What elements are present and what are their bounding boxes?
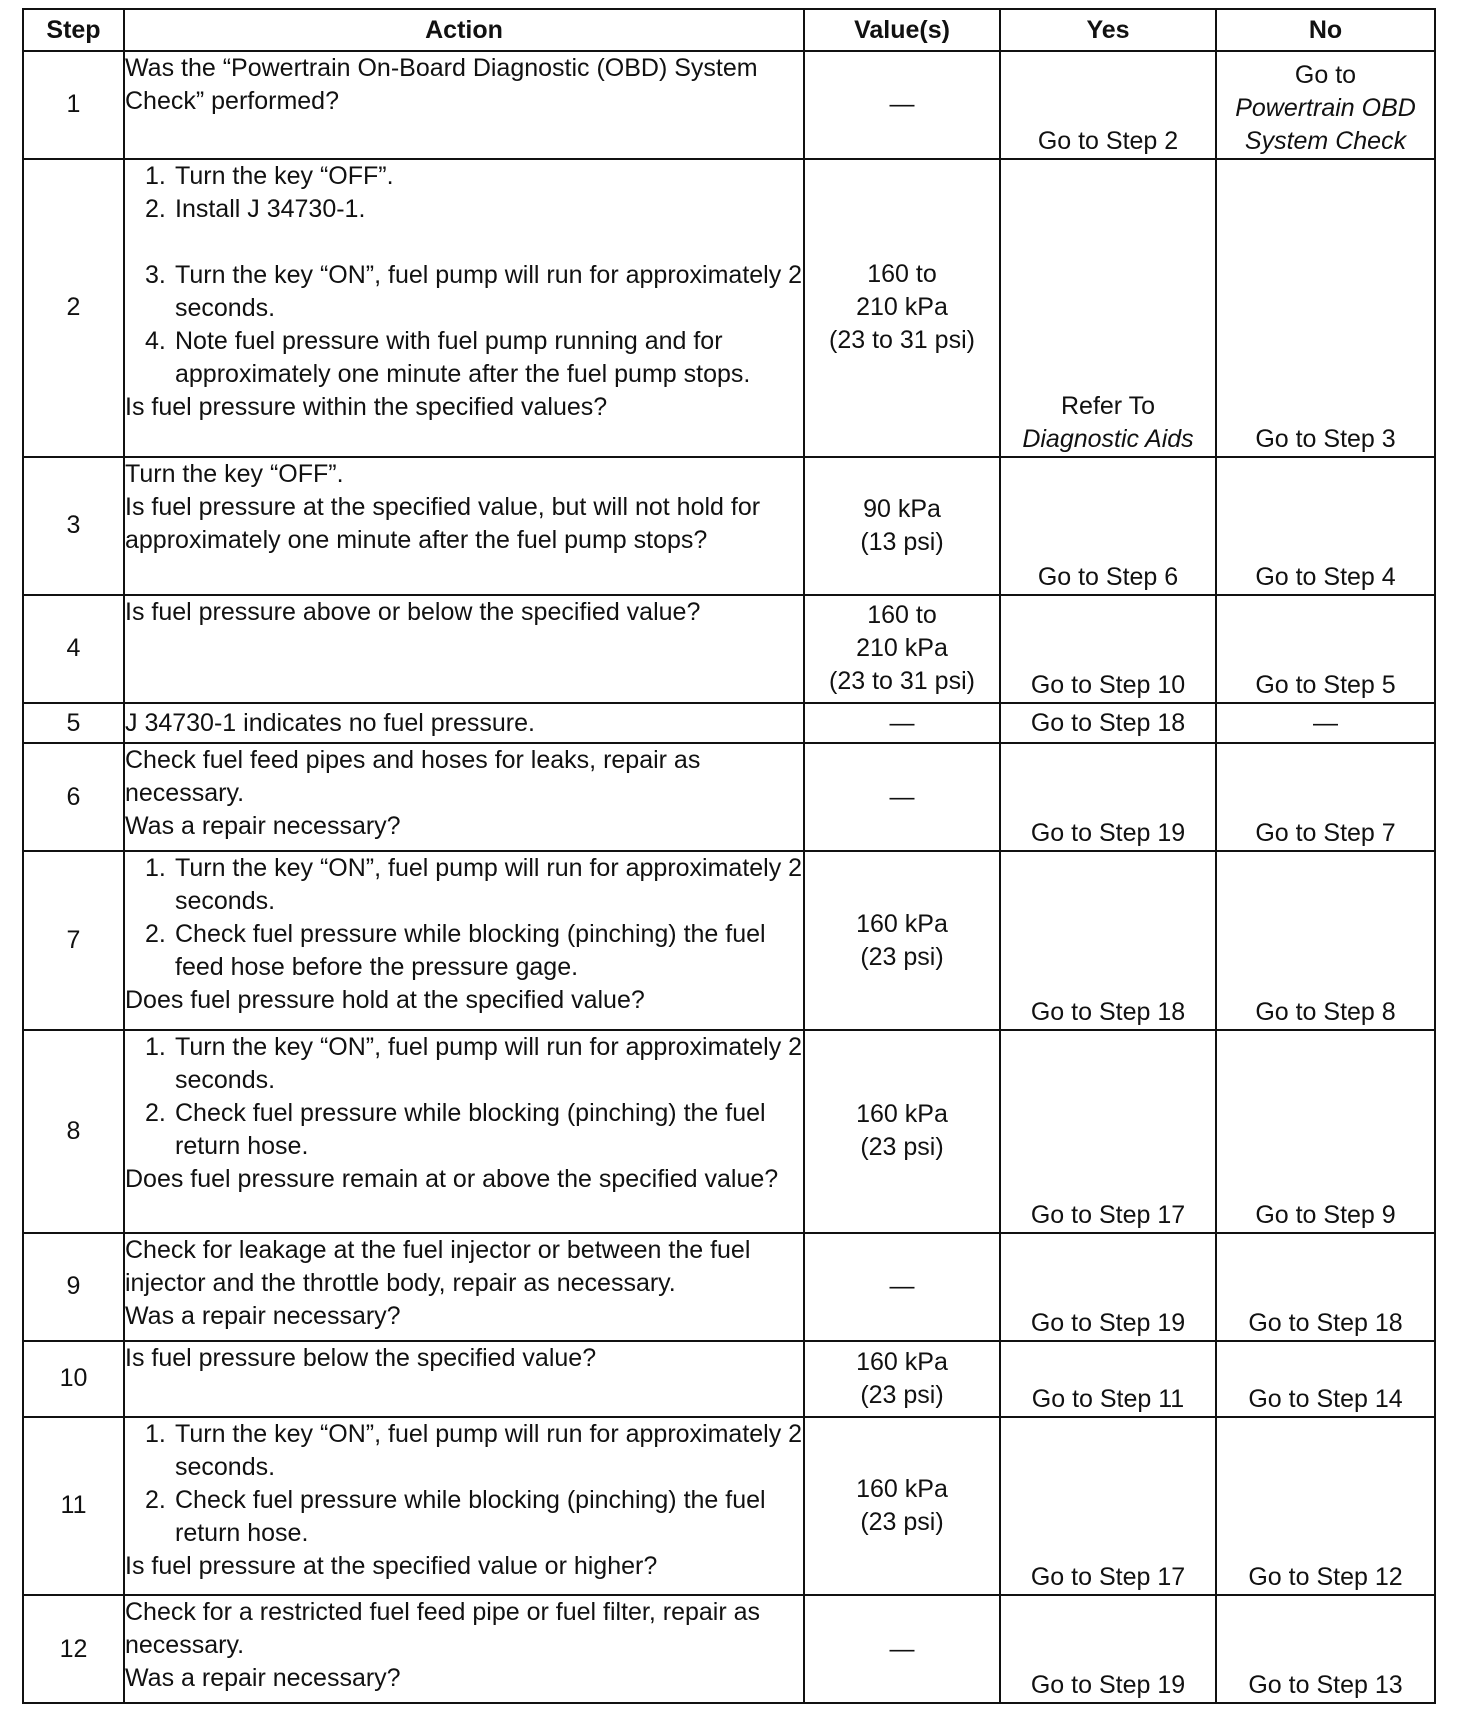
no-cell: Go to Step 5 <box>1216 595 1435 703</box>
action-cell <box>124 51 804 159</box>
header-step: Step <box>23 9 124 51</box>
table-row <box>23 595 1435 703</box>
action-question: Is fuel pressure within the specified values? <box>125 392 608 421</box>
yes-cell: Go to Step 2 <box>1000 51 1216 159</box>
action-substep: 1. Turn the key “ON”, fuel pump will run for approximately 2 seconds. <box>145 1032 803 1094</box>
action-substep: 2. Check fuel pressure while blocking (pinching) the fuel feed hose before the pressure gage. <box>145 920 766 982</box>
value-cell: 160 to 210 kPa (23 to 31 psi) <box>804 159 1000 457</box>
no-cell: Go to Step 9 <box>1216 1030 1435 1233</box>
value-cell: 160 kPa (23 psi) <box>804 1341 1000 1417</box>
no-cell: Go to Step 18 <box>1216 1233 1435 1341</box>
action-lead: Check for leakage at the fuel injector or between the fuel injector and the throttle body, repair as necessary. <box>125 1235 751 1297</box>
table-row <box>23 1233 1435 1341</box>
step-number: 12 <box>23 1595 124 1703</box>
no-cell: Go to Step 3 <box>1216 159 1435 457</box>
no-cell: Go to Step 13 <box>1216 1595 1435 1703</box>
action-text: J 34730-1 indicates no fuel pressure. <box>125 708 535 737</box>
action-substep: 3. Turn the key “ON”, fuel pump will run for approximately 2 seconds. <box>145 260 803 322</box>
action-cell <box>124 595 804 703</box>
yes-cell: Go to Step 18 <box>1000 851 1216 1029</box>
action-text: Is fuel pressure below the specified value? <box>125 1343 597 1372</box>
step-number: 6 <box>23 743 124 851</box>
step-number: 8 <box>23 1030 124 1233</box>
table-row <box>23 1030 1435 1233</box>
action-cell <box>124 159 804 457</box>
table-row <box>23 1417 1435 1595</box>
header-yes: Yes <box>1000 9 1216 51</box>
header-no: No <box>1216 9 1435 51</box>
action-cell <box>124 1233 804 1341</box>
yes-cell: Go to Step 10 <box>1000 595 1216 703</box>
action-cell <box>124 457 804 595</box>
table-row <box>23 851 1435 1029</box>
value-cell: — <box>804 51 1000 159</box>
action-lead: Check fuel feed pipes and hoses for leaks, repair as necessary. <box>125 746 701 808</box>
action-cell <box>124 1030 804 1233</box>
no-cell: Go to Step 14 <box>1216 1341 1435 1417</box>
yes-cell: Go to Step 18 <box>1000 703 1216 744</box>
yes-prefix: Refer To <box>1060 392 1156 421</box>
action-text: Was the “Powertrain On-Board Diagnostic (OBD) System Check” performed? <box>125 54 758 115</box>
table-row <box>23 159 1435 457</box>
table-row <box>23 457 1435 595</box>
action-question: Does fuel pressure hold at the specified value? <box>125 986 645 1015</box>
action-substep: 1. Turn the key “ON”, fuel pump will run for approximately 2 seconds. <box>145 854 803 916</box>
table-row <box>23 703 1435 744</box>
header-value: Value(s) <box>804 9 1000 51</box>
action-cell <box>124 1595 804 1703</box>
action-question: Is fuel pressure at the specified value, but will not hold for approximately one minute after the fuel pump stops? <box>125 493 761 555</box>
action-cell <box>124 1341 804 1417</box>
no-cell: — <box>1216 703 1435 744</box>
step-number: 2 <box>23 159 124 457</box>
yes-cell: Go to Step 6 <box>1000 457 1216 595</box>
no-cell: Go to Step 8 <box>1216 851 1435 1029</box>
no-cell: Go to Step 12 <box>1216 1417 1435 1595</box>
action-cell <box>124 743 804 851</box>
header-row <box>23 9 1435 51</box>
value-cell: — <box>804 703 1000 744</box>
no-reference: Powertrain OBD System Check <box>1235 93 1416 155</box>
action-question: Was a repair necessary? <box>125 1301 401 1330</box>
yes-cell: Go to Step 11 <box>1000 1341 1216 1417</box>
step-number: 9 <box>23 1233 124 1341</box>
step-number: 10 <box>23 1341 124 1417</box>
action-substep: 2. Check fuel pressure while blocking (pinching) the fuel return hose. <box>145 1485 766 1547</box>
action-question: Does fuel pressure remain at or above the specified value? <box>125 1164 779 1193</box>
action-substep: 1. Turn the key “ON”, fuel pump will run for approximately 2 seconds. <box>145 1419 803 1481</box>
no-cell <box>1216 51 1435 159</box>
no-cell: Go to Step 4 <box>1216 457 1435 595</box>
value-cell: 160 kPa (23 psi) <box>804 1030 1000 1233</box>
value-cell: — <box>804 1233 1000 1341</box>
table-row <box>23 743 1435 851</box>
no-prefix: Go to <box>1294 60 1357 89</box>
action-text: Is fuel pressure above or below the specified value? <box>125 597 701 626</box>
table-row <box>23 1595 1435 1703</box>
action-lead: Check for a restricted fuel feed pipe or fuel filter, repair as necessary. <box>125 1598 761 1659</box>
step-number: 1 <box>23 51 124 159</box>
action-cell <box>124 703 804 744</box>
action-question: Was a repair necessary? <box>125 812 401 841</box>
value-cell: 160 kPa (23 psi) <box>804 851 1000 1029</box>
value-cell: 160 to 210 kPa (23 to 31 psi) <box>804 595 1000 703</box>
header-action: Action <box>124 9 804 51</box>
action-question: Was a repair necessary? <box>125 1664 401 1692</box>
yes-cell: Go to Step 19 <box>1000 743 1216 851</box>
action-cell <box>124 851 804 1029</box>
table-row <box>23 51 1435 159</box>
action-lead: Turn the key “OFF”. <box>125 460 344 489</box>
step-number: 3 <box>23 457 124 595</box>
yes-cell: Go to Step 19 <box>1000 1233 1216 1341</box>
step-number: 4 <box>23 595 124 703</box>
yes-reference: Diagnostic Aids <box>1022 425 1194 454</box>
yes-cell: Go to Step 17 <box>1000 1417 1216 1595</box>
step-number: 5 <box>23 703 124 744</box>
step-number: 11 <box>23 1417 124 1595</box>
table-row <box>23 1341 1435 1417</box>
action-substep: 1. Turn the key “OFF”. <box>145 161 394 190</box>
action-cell <box>124 1417 804 1595</box>
value-cell: 160 kPa (23 psi) <box>804 1417 1000 1595</box>
action-question: Is fuel pressure at the specified value or higher? <box>125 1551 658 1580</box>
value-cell: 90 kPa (13 psi) <box>804 457 1000 595</box>
action-substep: 4. Note fuel pressure with fuel pump running and for approximately one minute after the fuel pump stops. <box>145 326 751 388</box>
yes-cell: Go to Step 17 <box>1000 1030 1216 1233</box>
diagnostic-table <box>22 8 1436 1704</box>
no-cell: Go to Step 7 <box>1216 743 1435 851</box>
action-substep: 2. Install J 34730-1. <box>145 194 366 223</box>
yes-cell <box>1000 159 1216 457</box>
yes-cell: Go to Step 19 <box>1000 1595 1216 1703</box>
value-cell: — <box>804 743 1000 851</box>
action-substep: 2. Check fuel pressure while blocking (pinching) the fuel return hose. <box>145 1098 766 1160</box>
value-cell: — <box>804 1595 1000 1703</box>
step-number: 7 <box>23 851 124 1029</box>
